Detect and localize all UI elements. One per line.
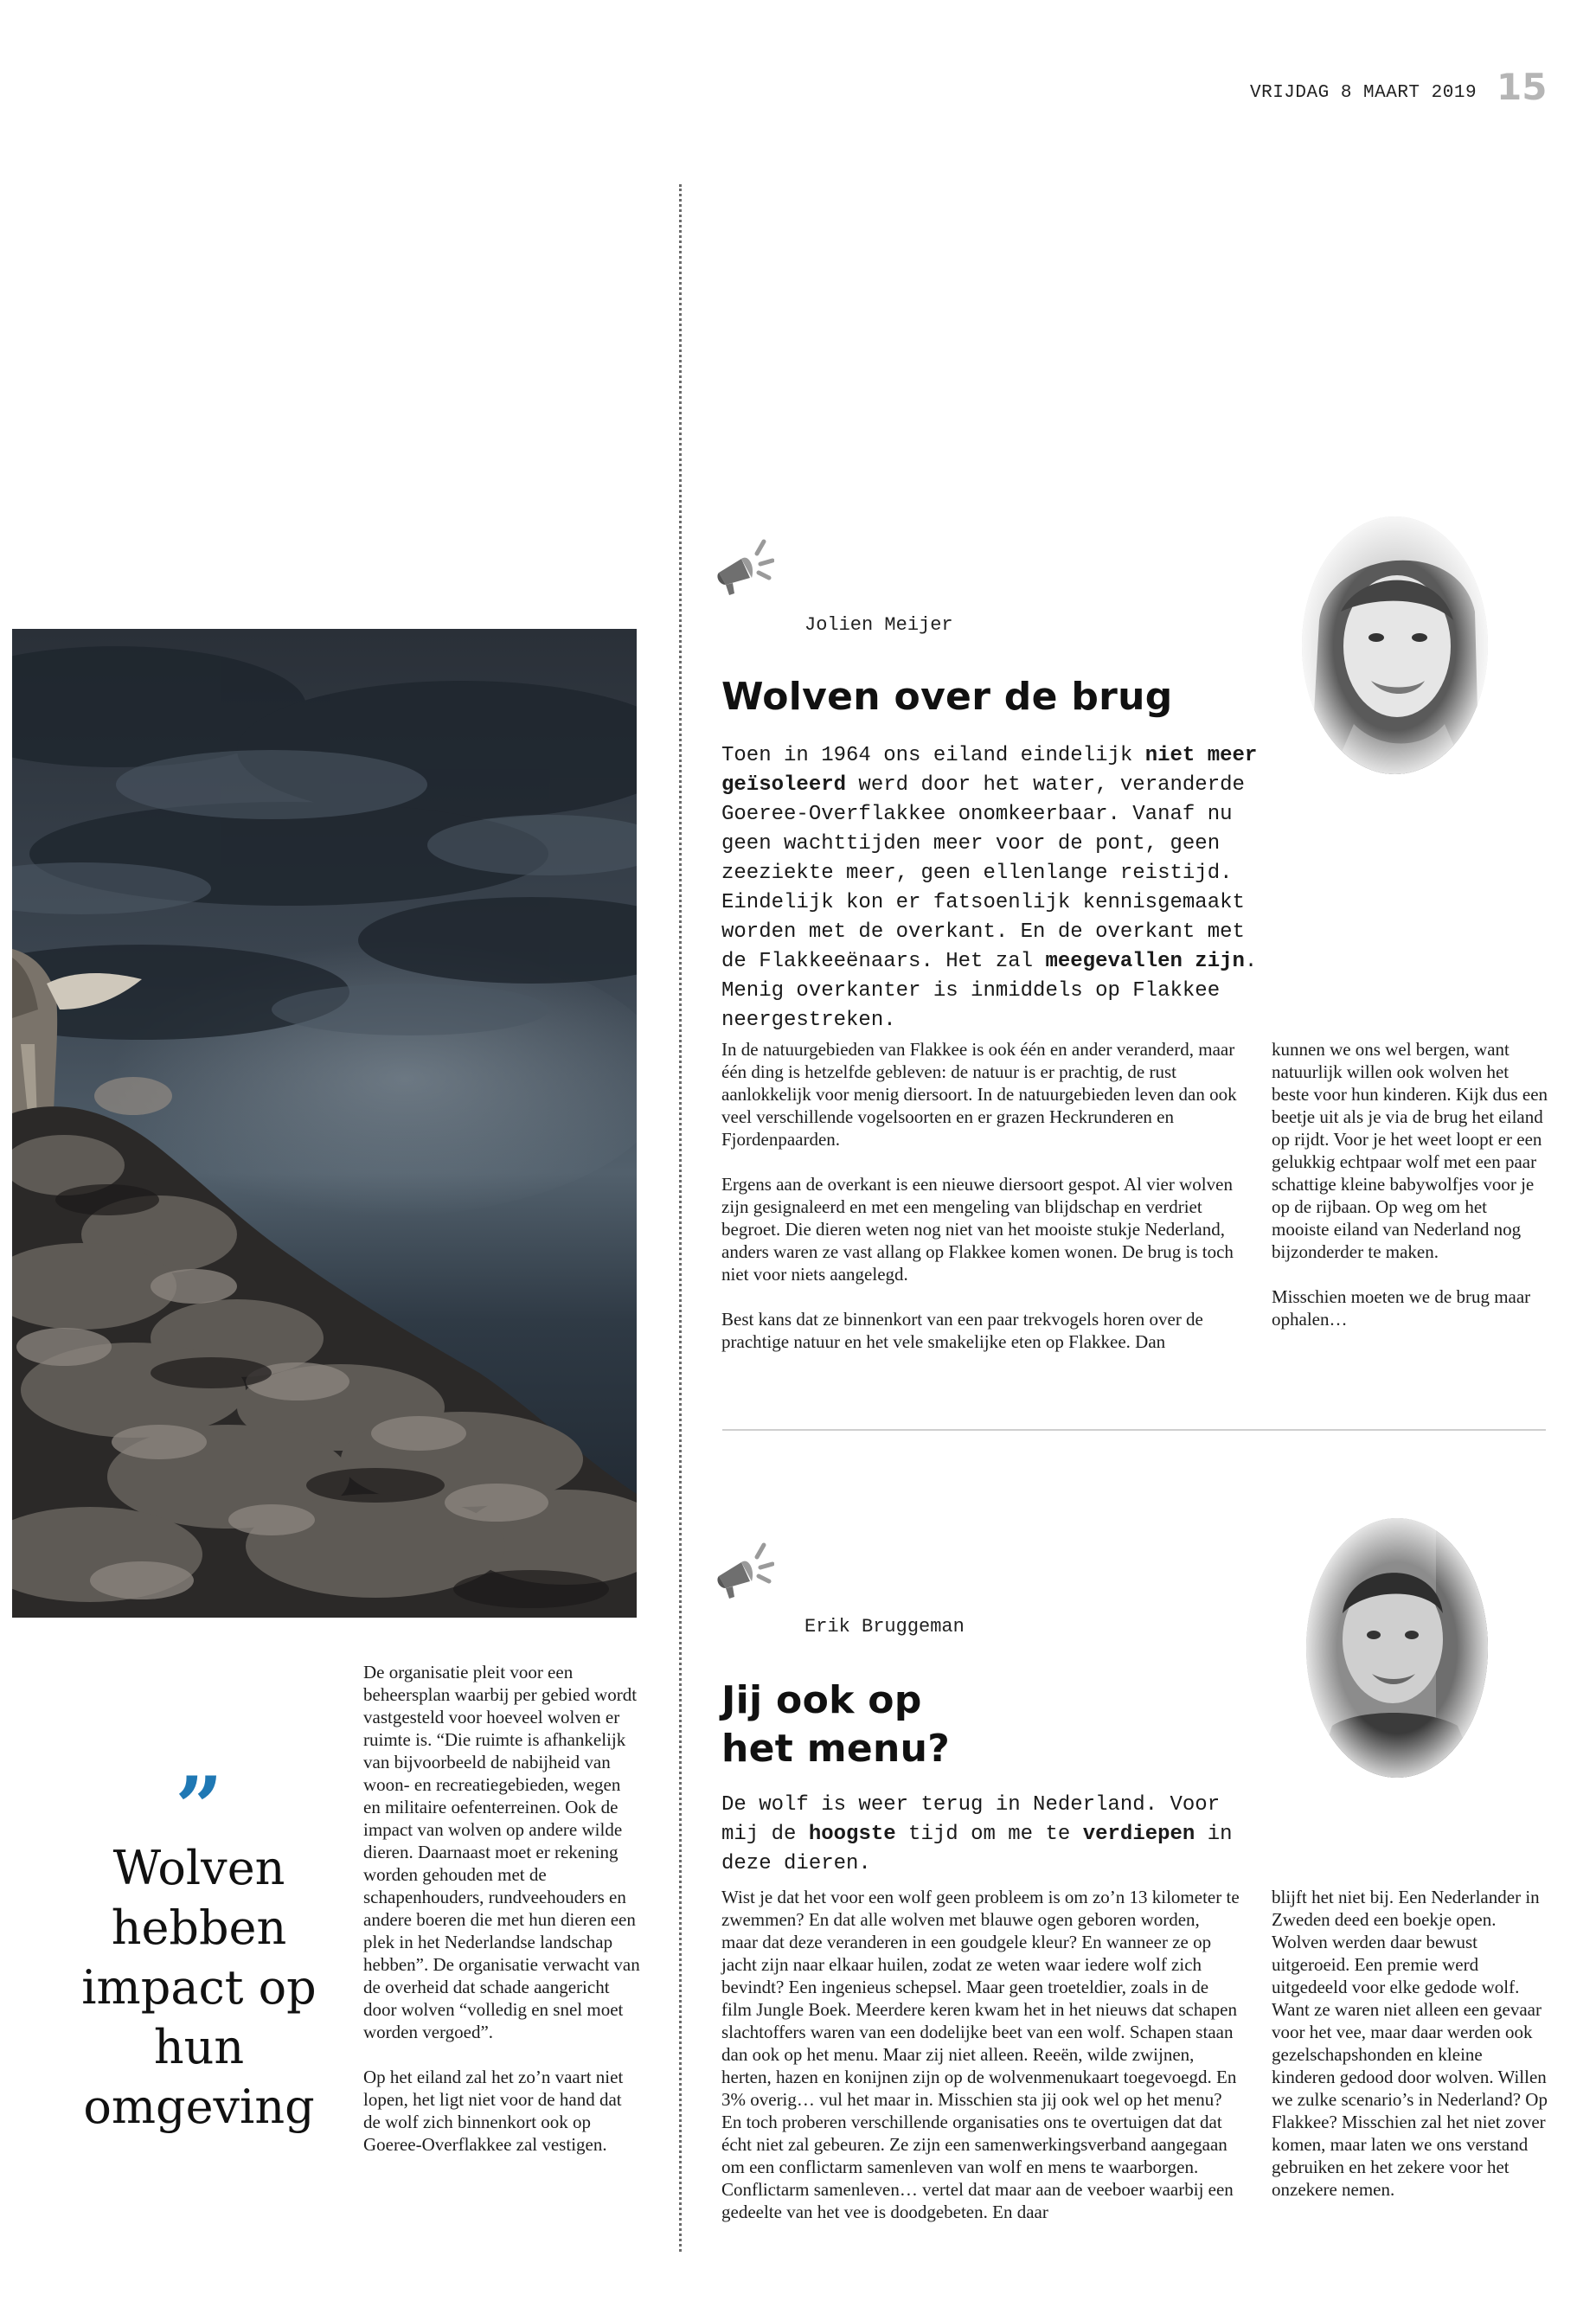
megaphone-icon-2 xyxy=(714,1531,774,1604)
wolf-photo xyxy=(12,629,637,1618)
article-intro: Toen in 1964 ons eiland eindelijk niet meer geïsoleerd werd door het water, veranderde Goeree-Overflakkee onomkeerbaar. Vanaf nu geen wachttijden meer voor de pont, geen zeeziekte meer, geen ellenlange reistijd. Eindelijk kon er fatsoenlijk kennisgemaakt worden met de overkant. En de overkant met de Flakkeeënaars. Het zal meegevallen zijn. Menig overkanter is inmiddels op Flakkee neergestreken. xyxy=(721,744,1258,1032)
sidebar-column xyxy=(363,1661,640,2178)
section-divider xyxy=(722,1429,1546,1431)
pull-quote: Wolven hebben impact op hun omgeving xyxy=(81,1841,317,2134)
page-number: 15 xyxy=(1497,66,1548,108)
paragraph: Best kans dat ze binnenkort van een paar trekvogels horen over de prachtige natuur en het vele smakelijke eten op Flakkee. Dan xyxy=(721,1309,1203,1352)
paragraph: kunnen we ons wel bergen, want natuurlijk willen ook wolven het beste voor hun kinderen. Kijk dus een beetje uit als je via de brug het eiland op rijdt. Voor je het weet loopt er een gelukkig echtpaar wolf met een paar schattige kleine babywolfjes voor je op de rijbaan. Op weg om het mooiste eiland van Nederland nog bijzonderder te maken. xyxy=(1272,1039,1548,1262)
author-name: Jolien Meijer xyxy=(804,614,953,636)
article-column-2 xyxy=(1272,1038,1548,1353)
paragraph: blijft het niet bij. Een Nederlander in Zweden deed een boekje open. Wolven werden daar bewust uitgeroeid. Een premie werd uitgedeeld voor elke gedode wolf. Want ze waren niet alleen een gevaar voor het vee, maar daar werden ook gezelschapshonden en kleine kinderen gedood door wolven. Willen we zulke scenario’s in Nederland? Op Flakkee? Misschien zal het niet zover komen, maar laten we ons verstand gebruiken en het zekere voor het onzekere nemen. xyxy=(1272,1887,1548,2200)
wolf-photo-illustration xyxy=(12,629,637,1618)
author-name: Erik Bruggeman xyxy=(804,1616,965,1638)
portrait-sketch xyxy=(1302,516,1488,774)
megaphone-icon-1 xyxy=(714,528,774,600)
author-portrait xyxy=(1302,516,1488,774)
article-title: Jij ook op het menu? xyxy=(721,1678,951,1771)
column-divider xyxy=(679,184,682,2252)
megaphone-icon xyxy=(714,1531,774,1600)
author-portrait xyxy=(1306,1518,1488,1778)
paragraph: Ergens aan de overkant is een nieuwe diersoort gespot. Al vier wolven zijn gesignaleerd en met een mengeling van blijdschap en verdriet begroet. Die dieren weten nog niet van het mooiste stukje Nederland, anders waren ze vast allang op Flakkee komen wonen. De brug is toch niet voor niets aangelegd. xyxy=(721,1174,1234,1285)
article-column-2 xyxy=(1272,1886,1548,2223)
paragraph: Wist je dat het voor een wolf geen probleem is om zo’n 13 kilometer te zwemmen? En dat alle wolven met blauwe ogen geboren worden, maar dat deze veranderen in een goudgele kleur? En wanneer ze op jacht zijn naar elkaar huilen, zodat ze weten waar iedere wolf zich bevindt? Een ingenieus schepsel. Maar geen troeteldier, zoals in de film Jungle Boek. Meerdere keren kwam het in het nieuws dat schapen slachtoffers waren van een dodelijke beet van een wolf. Schapen staan dan ook op het menu. Maar zij niet alleen. Reeën, wilde zwijnen, herten, hazen en konijnen zijn op de wolvenmenukaart toegevoegd. En 3% overig… vul het maar in. Misschien sta jij ook wel op het menu? En toch proberen verschillende organisaties ons te overtuigen dat dat écht niet zal gebeuren. Ze zijn een samenwerkingsverband aangegaan om een conflictarm samenleven van wolf en mens te waarborgen. Conflictarm samenleven… vertel dat maar aan de veeboer waarbij een gedeelte van het vee is doodgebeten. En daar xyxy=(721,1887,1240,2222)
paragraph: De organisatie pleit voor een beheersplan waarbij per gebied wordt vastgesteld voor hoeveel wolven er ruimte is. “Die ruimte is afhankelijk van bijvoorbeeld de nabijheid van woon- en recreatiegebieden, wegen en militaire oefenterreinen. Ook de impact van wolven op andere wilde dieren. Daarnaast moet er rekening worden gehouden met de schapenhouders, rundveehouders en andere boeren die met hun dieren een plek in het Nederlandse landschap hebben”. De organisatie verwacht van de overheid dat schade aangericht door wolven “volledig en snel moet worden vergoed”. xyxy=(363,1662,640,2042)
paragraph: Op het eiland zal het zo’n vaart niet lopen, het ligt niet voor de hand dat de wolf zich binnenkort ook op Goeree-Overflakkee zal vestigen. xyxy=(363,2067,624,2155)
article-column-1 xyxy=(721,1038,1240,1375)
article-title: Wolven over de brug xyxy=(721,675,1173,719)
quote-mark-icon: ” xyxy=(175,1759,223,1856)
paragraph: In de natuurgebieden van Flakkee is ook één en ander veranderd, maar één ding is hetzelfde gebleven: de natuur is er prachtig, de rust aanlokkelijk voor menig diersoort. In de natuurgebieden leven dan ook veel verschillende vogelsoorten en er grazen Heckrunderen en Fjordenpaarden. xyxy=(721,1039,1237,1150)
paragraph: Misschien moeten we de brug maar ophalen… xyxy=(1272,1286,1531,1330)
article-column-1 xyxy=(721,1886,1240,2246)
issue-date: VRIJDAG 8 MAART 2019 xyxy=(1250,83,1477,103)
megaphone-icon xyxy=(714,528,774,597)
portrait-sketch xyxy=(1306,1518,1488,1778)
article-intro: De wolf is weer terug in Nederland. Voor mij de hoogste tijd om me te verdiepen in deze dieren. xyxy=(721,1793,1233,1875)
